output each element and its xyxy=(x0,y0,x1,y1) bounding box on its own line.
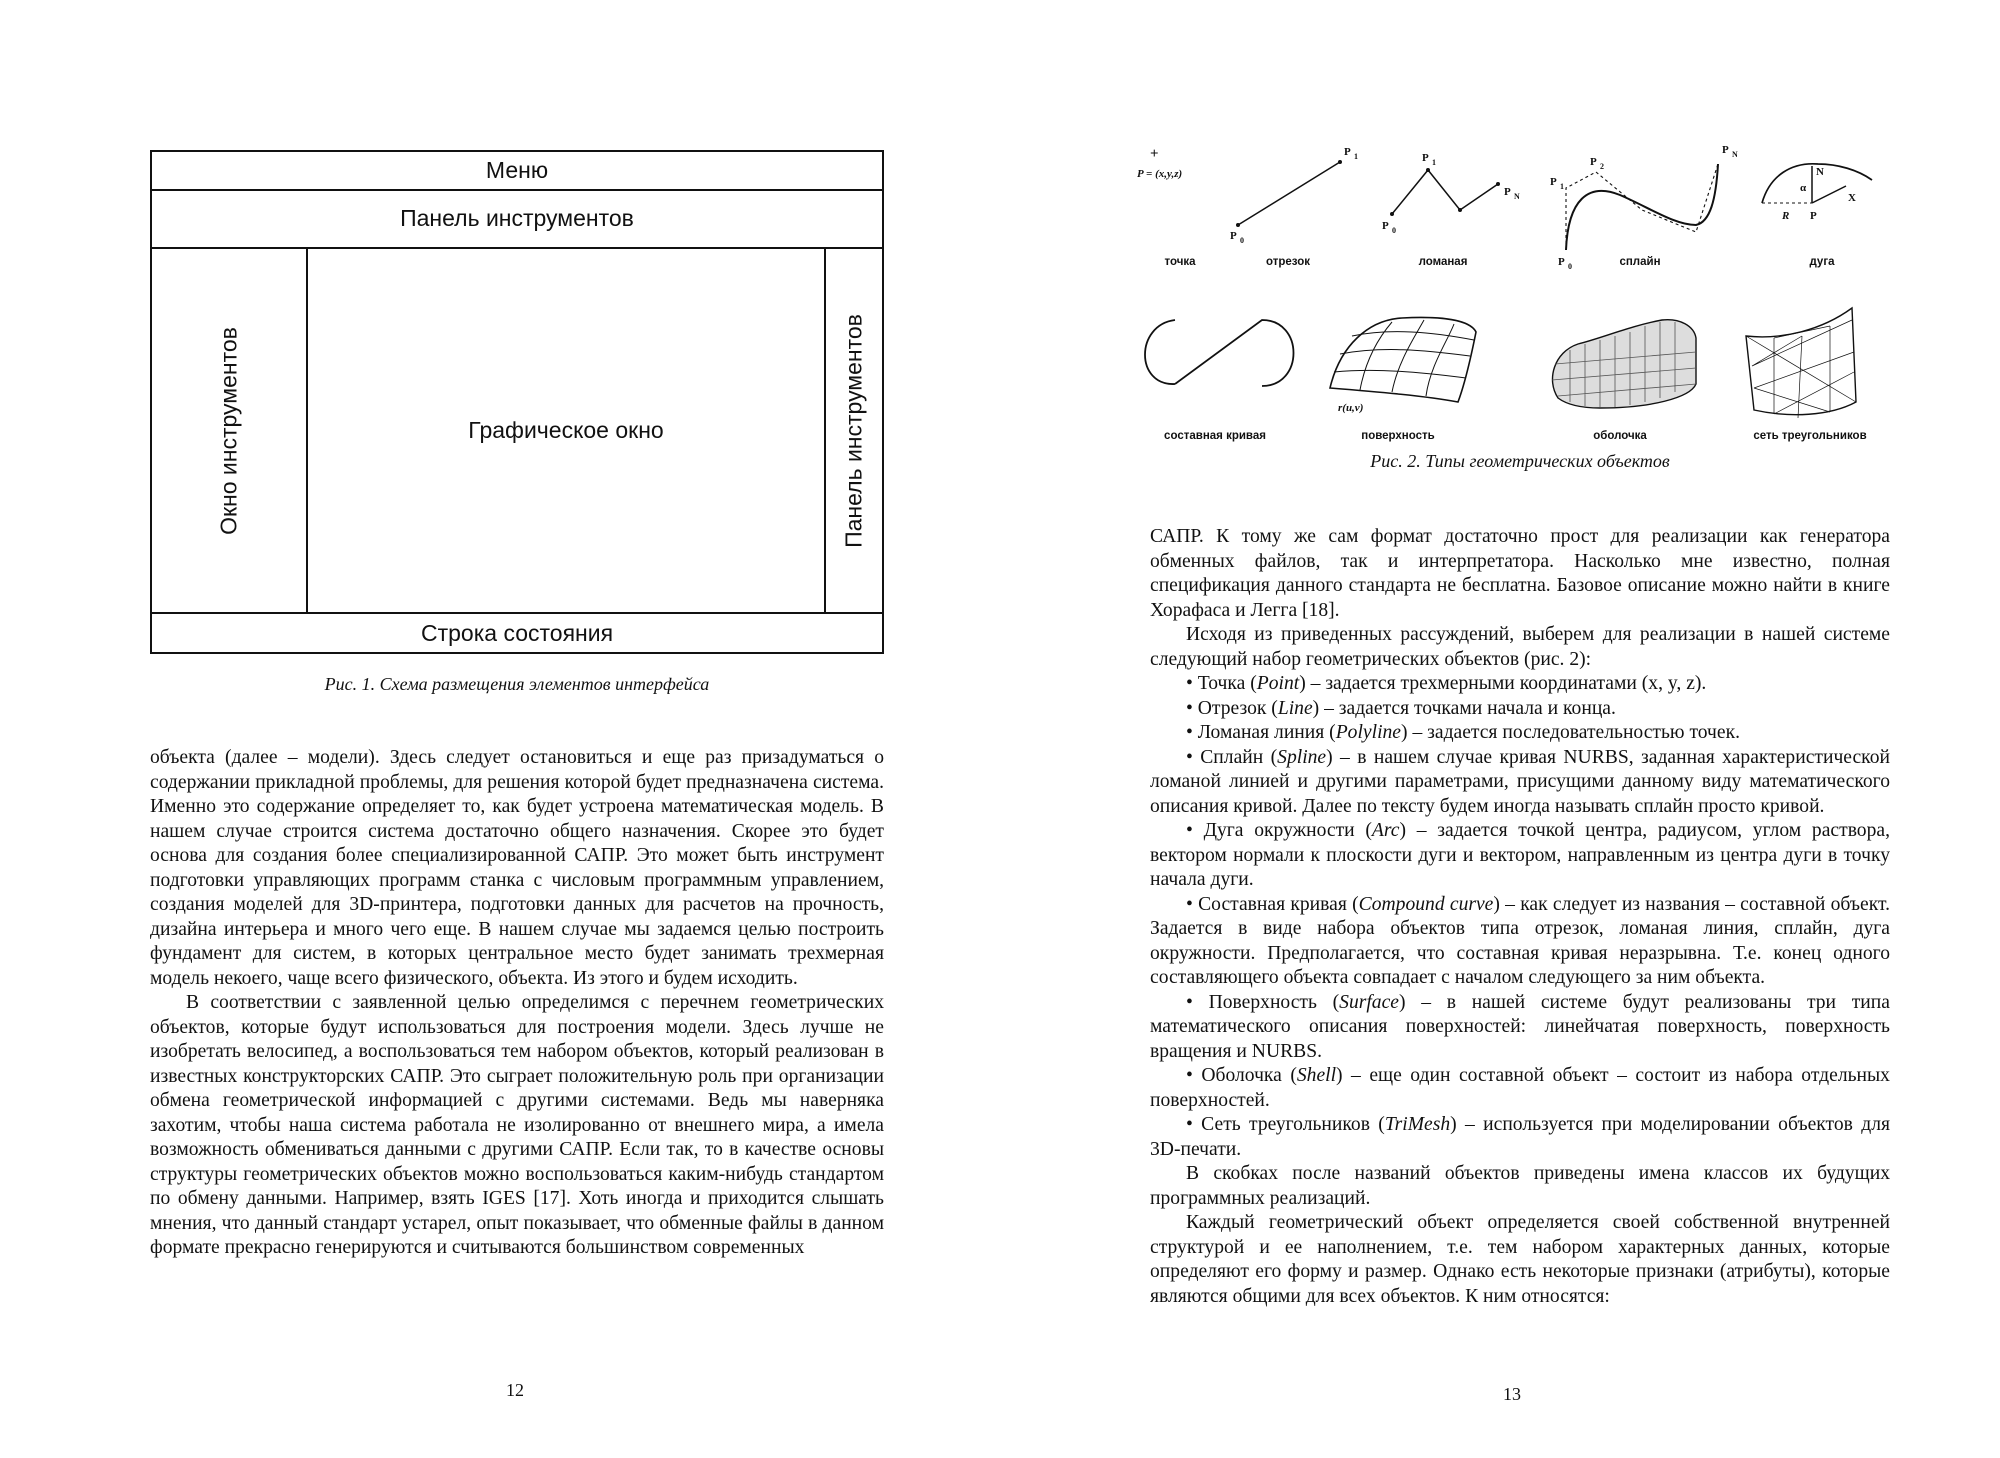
schema-graphic-window xyxy=(308,247,824,614)
spline-p0-label: P xyxy=(1558,256,1565,268)
compound-curve xyxy=(1145,320,1294,386)
polyline-shape xyxy=(1392,170,1498,214)
bullet-text: ) – в нашей системе будут реализованы три типа математического описания поверхностей: линейчатая поверхность, поверхность вращения и NURBS. xyxy=(1150,991,1890,1062)
spline-p1-label: P xyxy=(1550,176,1557,188)
polyline-pn-sub: N xyxy=(1514,192,1520,201)
bullet-prefix: • Составная кривая ( xyxy=(1186,893,1359,915)
segment-start-point xyxy=(1236,223,1240,227)
schema-tool-window-label: Окно инструментов xyxy=(215,326,242,535)
bullet-prefix: • Сеть треугольников ( xyxy=(1186,1114,1385,1135)
segment-p1-sub: 1 xyxy=(1354,152,1358,161)
spline-pn-sub: N xyxy=(1732,150,1738,159)
polyline-p1-sub: 1 xyxy=(1432,158,1436,167)
bullet-term: TriMesh xyxy=(1384,1114,1451,1135)
bullet-point xyxy=(1150,672,1890,697)
paragraph: В скобках после названий объектов приведены имена классов их будущих программных реализаций. xyxy=(1150,1163,1890,1209)
bullet-term: Line xyxy=(1277,697,1313,719)
label-shell: оболочка xyxy=(1593,430,1647,442)
bullet-prefix: • Ломаная линия ( xyxy=(1186,722,1336,743)
bullet-text: ) – в нашем случае кривая NURBS, заданная характеристической ломаной линией и другими параметрами, присущими данному виду математического описания кривой. Далее по тексту будем иногда называть сплайн просто кривой. xyxy=(1150,746,1890,817)
schema-graphic-window-label: Графическое окно xyxy=(468,417,664,443)
figure-2-caption: Рис. 2. Типы геометрических объектов xyxy=(1370,451,1670,471)
bullet-prefix: • Поверхность ( xyxy=(1186,991,1340,1013)
paragraph: САПР. К тому же сам формат достаточно прост для реализации как генератора обменных файлов, так и интерпретатора. Насколько мне известно, полная спецификация данного стандарта не бесплатна. Базовое описание можно найти в книге Хорафаса и Легга [18]. xyxy=(1150,526,1890,621)
bullet-prefix: • Отрезок ( xyxy=(1186,697,1278,719)
figure-2-geometric-objects xyxy=(1130,140,1890,480)
schema-status-bar xyxy=(152,612,882,652)
segment-p0-label: P xyxy=(1230,230,1237,242)
schema-toolbar-right xyxy=(824,247,882,614)
spline-p1-sub: 1 xyxy=(1560,182,1564,191)
bullet-text: ) – задается последовательностью точек. xyxy=(1401,722,1741,743)
bullet-text: ) – как следует из названия – составной объект. Задается в виде набора объектов типа отрезок, ломаная линия, сплайн, дуга окружности. Предполагается, что составная кривая неразрывна. Т.е. конец одного составляющего объекта совпадает с началом следующего за ним объекта. xyxy=(1150,893,1890,988)
arc-x-label: X xyxy=(1848,192,1856,204)
segment-p1-label: P xyxy=(1344,146,1351,158)
surface-ruv-label: r(u,v) xyxy=(1338,402,1364,414)
paragraph: Исходя из приведенных рассуждений, выберем для реализации в нашей системе следующий набор геометрических объектов (рис. 2): xyxy=(1150,624,1890,670)
polyline-vertex xyxy=(1426,168,1430,172)
bullet-term: Point xyxy=(1256,673,1300,694)
bullet-arc xyxy=(1150,819,1890,893)
bullet-surface xyxy=(1150,991,1890,1065)
bullet-text: ) – задается точками начала и конца. xyxy=(1312,697,1616,719)
right-page-text xyxy=(1150,525,1890,1309)
spline-control-polygon xyxy=(1566,164,1718,250)
label-spline: сплайн xyxy=(1619,256,1661,268)
label-surface: поверхность xyxy=(1361,430,1435,442)
bullet-line xyxy=(1150,697,1890,722)
schema-status-bar-label: Строка состояния xyxy=(420,619,614,646)
paragraph: Каждый геометрический объект определяется своей собственной внутренней структурой и ее наполнением, т.е. тем набором характерных данных, которые определяют его форму и размер. Однако есть некоторые признаки (атрибуты), которые являются общими для всех объектов. К ним относятся: xyxy=(1150,1212,1890,1307)
bullet-text: ) – задается трехмерными координатами (x, y, z). xyxy=(1299,673,1707,694)
bullet-term: Surface xyxy=(1339,991,1399,1013)
schema-toolbar-top xyxy=(152,189,882,249)
label-compound-curve: составная кривая xyxy=(1164,430,1266,442)
paragraph: В соответствии с заявленной целью определимся с перечнем геометрических объектов, которые будут использоваться для построения модели. Здесь лучше не изобретать велосипед, а воспользоваться тем набором объектов, который реализован в известных конструкторских САПР. Это сыграет положительную роль при организации обмена геометрической информацией с другими системами. Ведь мы наверняка захотим, чтобы наша система работала не изолированно от внешнего мира, а имела возможность обмениваться данными с другими САПР. Если так, то в качестве основы структуры геометрических объектов можно воспользоваться каким-нибудь стандартом по обмену данными. Например, взять IGES [17]. Хоть иногда и приходится слышать мнения, что данный стандарт устарел, опыт показывает, что обменные файлы в данном формате прекрасно генерируются и считываются большинством современных xyxy=(150,992,884,1258)
segment-line xyxy=(1238,162,1340,225)
spline-curve xyxy=(1566,164,1718,250)
bullet-shell xyxy=(1150,1064,1890,1113)
bullet-term: Polyline xyxy=(1335,722,1402,743)
page-number-left: 12 xyxy=(506,1380,524,1400)
spline-pn-label: P xyxy=(1722,144,1729,156)
arc-alpha-label: α xyxy=(1800,182,1807,194)
bullet-trimesh xyxy=(1150,1113,1890,1162)
bullet-term: Compound curve xyxy=(1358,893,1494,915)
bullet-text: ) – задается точкой центра, радиусом, углом раствора, вектором нормали к плоскости дуги и вектором, направленным из центра дуги в точку начала дуги. xyxy=(1150,820,1890,890)
polyline-p0-sub: 0 xyxy=(1392,226,1396,235)
bullet-prefix: • Оболочка ( xyxy=(1186,1065,1297,1086)
polyline-pn-label: P xyxy=(1504,186,1511,198)
bullet-term: Spline xyxy=(1277,746,1327,768)
schema-toolbar-right-label: Панель инструментов xyxy=(840,313,867,548)
bullet-term: Shell xyxy=(1296,1065,1337,1086)
arc-r-label: R xyxy=(1782,210,1790,222)
label-point: точка xyxy=(1164,256,1196,268)
point-plus-mark: + xyxy=(1150,146,1159,162)
polyline-vertex xyxy=(1496,182,1500,186)
schema-menu-label: Меню xyxy=(485,157,549,183)
label-polyline: ломаная xyxy=(1418,256,1468,268)
page-number-right: 13 xyxy=(1503,1384,1521,1404)
paragraph: объекта (далее – модели). Здесь следует остановиться и еще раз призадуматься о содержании прикладной проблемы, для решения которой будет предназначена система. Именно это содержание определяет то, как будет устроена математическая модель. В нашем случае строится система достаточно общего назначения. Скорее это будет основа для создания более специализированной САПР. Это может быть инструмент подготовки управляющих программ станка с числовым программным управлением, создания моделей для 3D-принтера, подготовки данных для расчетов на прочность, дизайна интерьера и много чего еще. В нашем случае мы задаемся целью построить фундамент для систем, в которых центральное место будет занимать трехмерная модель некоего, чаще всего физического, объекта. Из этого и будем исходить. xyxy=(150,747,884,989)
label-arc: дуга xyxy=(1809,256,1835,268)
polyline-vertex xyxy=(1390,212,1394,216)
schema-toolbar-top-label: Панель инструментов xyxy=(400,204,634,231)
bullet-text: ) – используется при моделировании объектов для 3D-печати. xyxy=(1150,1114,1890,1160)
arc-p-label: P xyxy=(1810,210,1817,222)
schema-menu xyxy=(152,152,882,191)
bullet-prefix: • Дуга окружности ( xyxy=(1186,820,1372,841)
left-page-text xyxy=(150,746,884,1261)
bullet-text: ) – еще один составной объект – состоит из набора отдельных поверхностей. xyxy=(1150,1065,1890,1111)
segment-p0-sub: 0 xyxy=(1240,236,1244,245)
spline-p2-label: P xyxy=(1590,156,1597,168)
segment-end-point xyxy=(1338,160,1342,164)
bullet-spline xyxy=(1150,746,1890,820)
polyline-p1-label: P xyxy=(1422,152,1429,164)
bullet-compound-curve xyxy=(1150,893,1890,991)
label-trimesh: сеть треугольников xyxy=(1753,430,1867,442)
label-segment: отрезок xyxy=(1265,256,1311,268)
bullet-prefix: • Сплайн ( xyxy=(1186,746,1278,768)
polyline-vertex xyxy=(1458,208,1462,212)
spline-p0-sub: 0 xyxy=(1568,262,1572,271)
bullet-term: Arc xyxy=(1371,820,1400,841)
bullet-polyline xyxy=(1150,721,1890,746)
bullet-prefix: • Точка ( xyxy=(1186,673,1257,694)
interface-schema-diagram xyxy=(150,150,884,654)
arc-n-label: N xyxy=(1816,166,1824,178)
figure-1-caption: Рис. 1. Схема размещения элементов интерфейса xyxy=(324,674,710,694)
spline-p2-sub: 2 xyxy=(1600,162,1604,171)
arc-x-vector xyxy=(1812,186,1846,203)
point-formula: P = (x,y,z) xyxy=(1137,168,1183,180)
schema-tool-window xyxy=(152,247,308,614)
polyline-p0-label: P xyxy=(1382,220,1389,232)
